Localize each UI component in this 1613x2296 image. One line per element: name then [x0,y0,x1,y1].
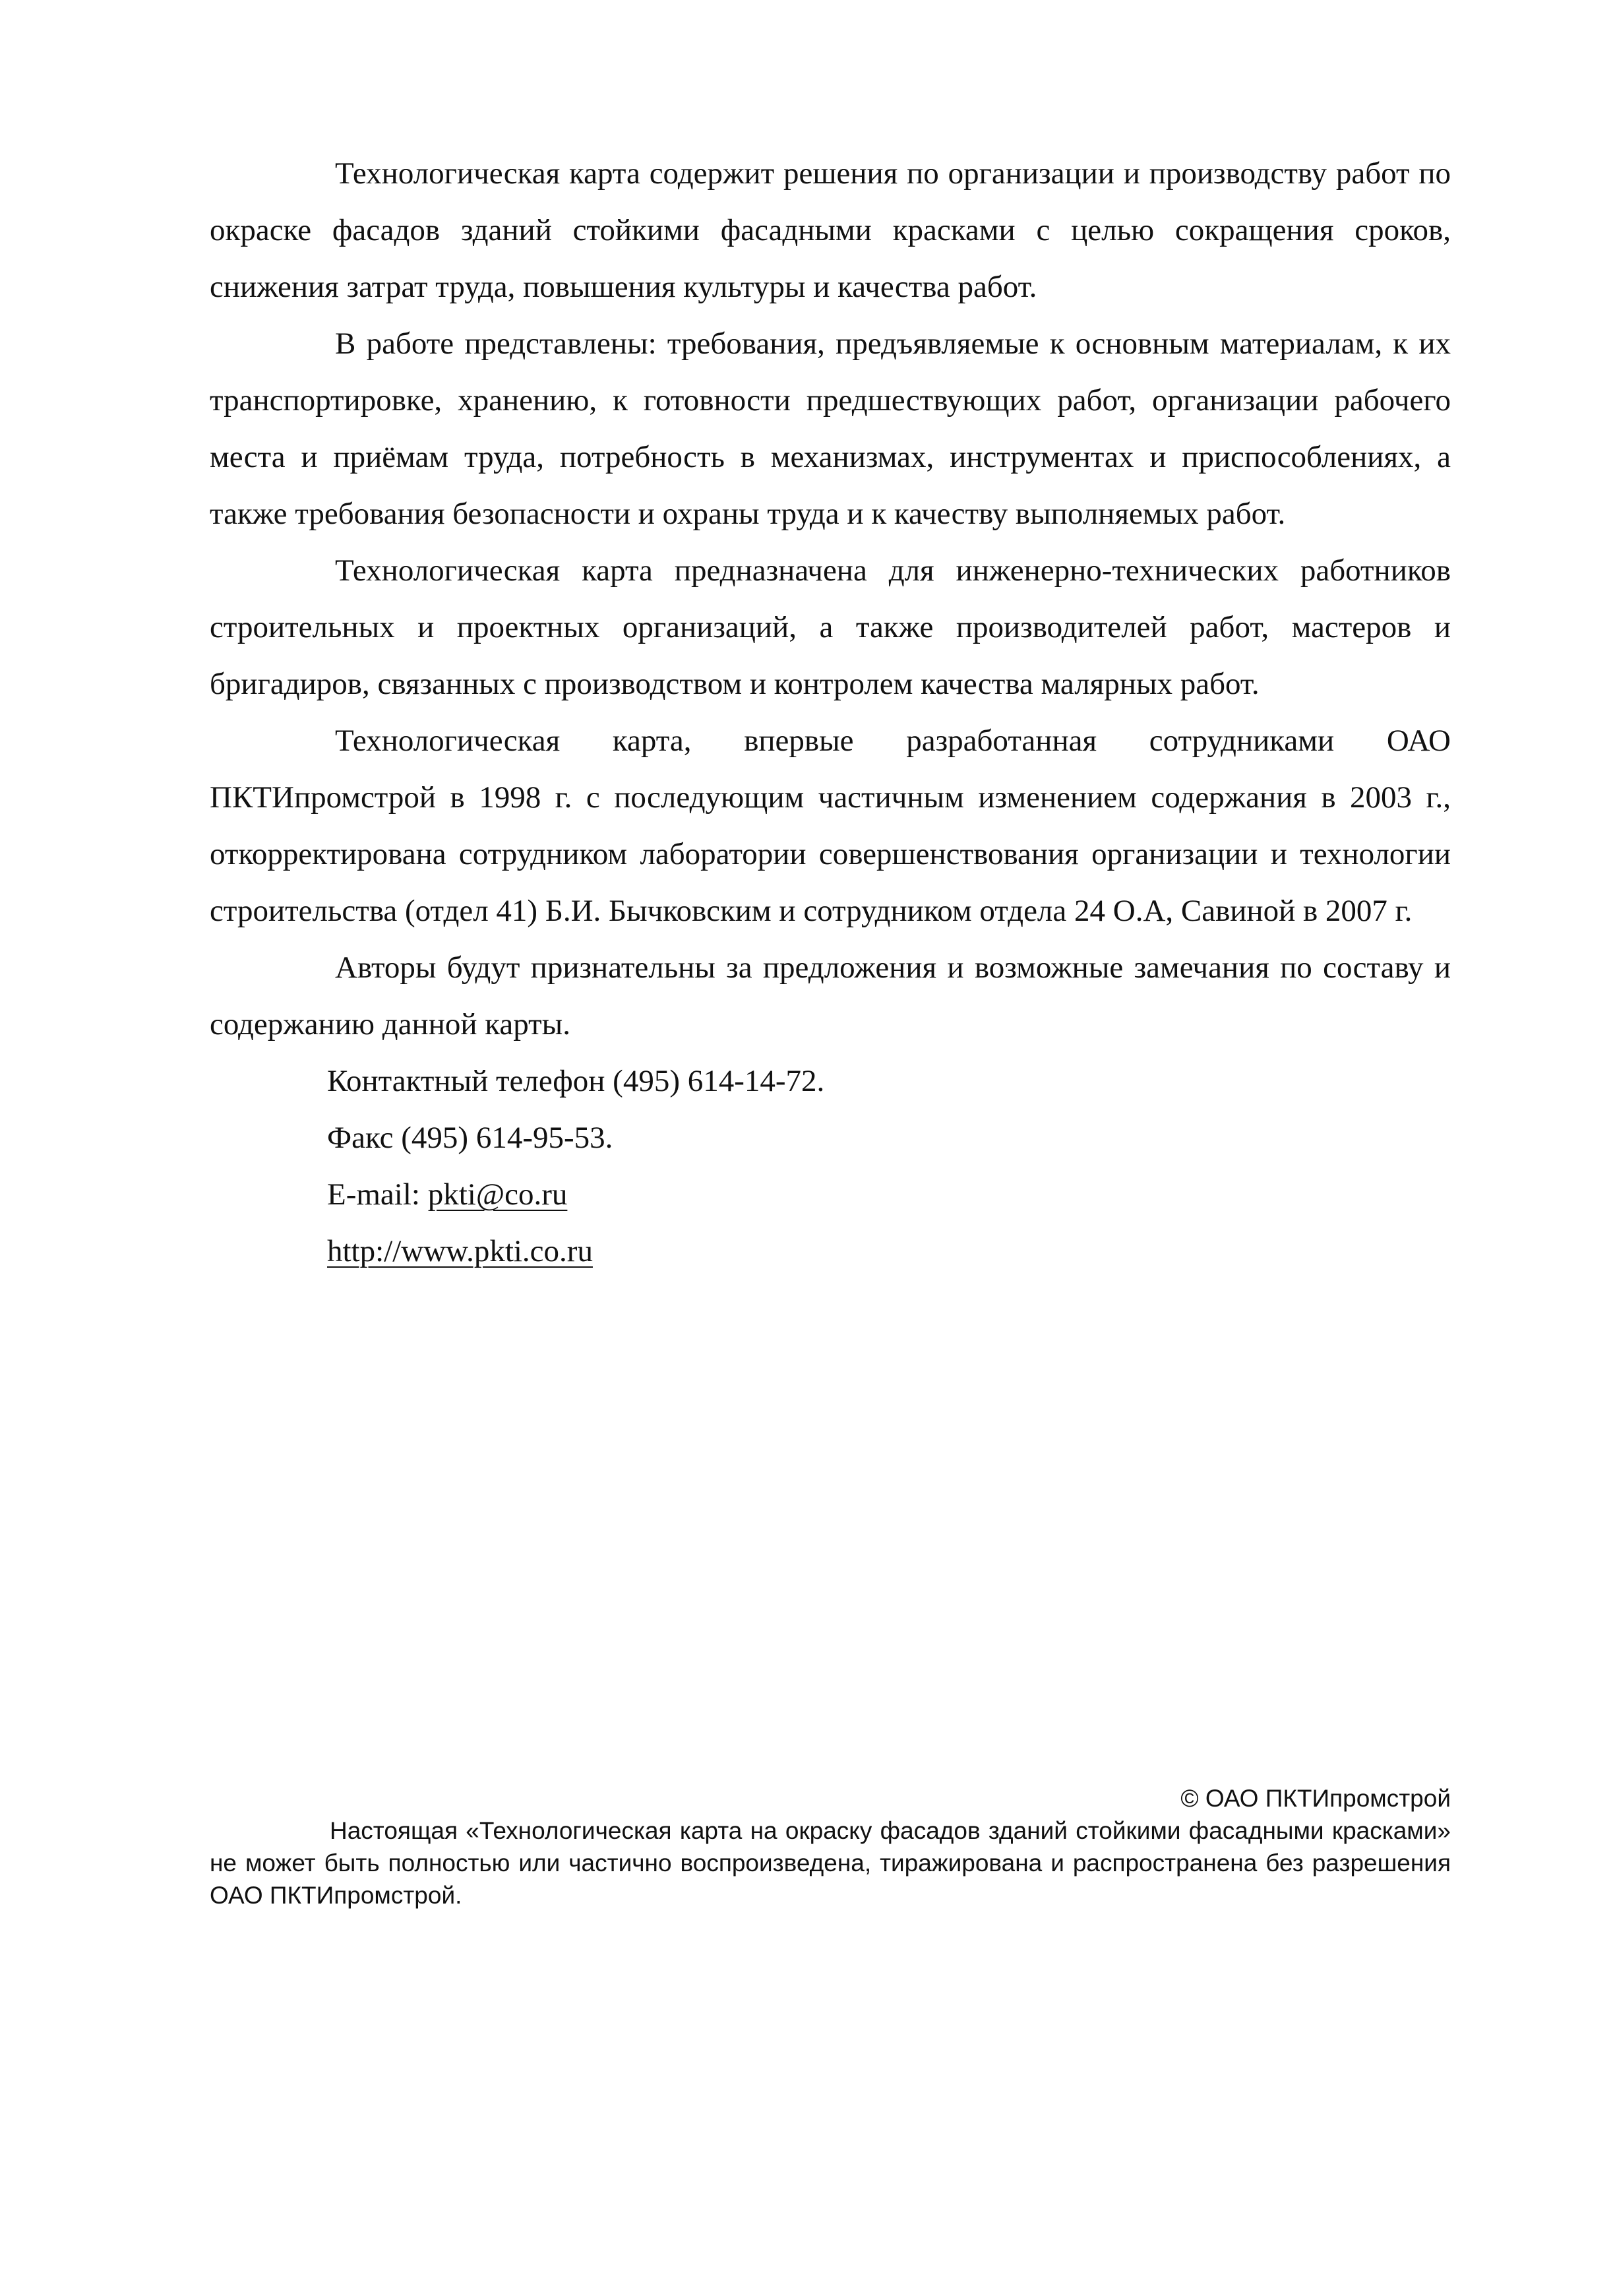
email-label: E-mail: [327,1177,428,1212]
paragraph-history: Технологическая карта, впервые разработанная сотрудниками ОАО ПКТИпромстрой в 1998 г. с последующим частичным изменением содержания в 2003 г., откорректирована сотрудником лаборатории совершенствования организации и технологии строительства (отдел 41) Б.И. Бычковским и сотрудником отдела 24 О.А, Савиной в 2007 г. [210,724,1451,928]
contact-website-line [210,1223,1451,1280]
paragraph-audience: Технологическая карта предназначена для инженерно-технических работников строительных и проектных организаций, а также производителей работ, мастеров и бригадиров, связанных с производством и контролем качества малярных работ. [210,553,1451,701]
contact-phone: Контактный телефон (495) 614-14-72. [327,1064,825,1098]
paragraph-contents: В работе представлены: требования, предъявляемые к основным материалам, к их транспортировке, хранению, к готовности предшествующих работ, организации рабочего места и приёмам труда, потребность в механизмах, инструментах и приспособлениях, а также требования безопасности и охраны труда и к качеству выполняемых работ. [210,326,1451,531]
copyright-line: © ОАО ПКТИпромстрой [1180,1785,1451,1812]
paragraph-purpose: Технологическая карта содержит решения по организации и производству работ по окраске фасадов зданий стойкими фасадными красками с целью сокращения сроков, снижения затрат труда, повышения культуры и качества работ. [210,156,1451,304]
contact-email-line [210,1166,1451,1223]
email-link[interactable]: pkti@co.ru [427,1177,568,1212]
paragraph-feedback: Авторы будут признательны за предложения и возможные замечания по составу и содержанию данной карты. [210,950,1451,1041]
contact-fax: Факс (495) 614-95-53. [327,1121,613,1155]
document-body [210,145,1451,1280]
copyright-footer [210,1782,1451,1911]
copyright-notice: Настоящая «Технологическая карта на окраску фасадов зданий стойкими фасадными красками» не может быть полностью или частично воспроизведена, тиражирована и распространена без разрешения ОАО ПКТИпромстрой. [210,1817,1451,1909]
website-link[interactable]: http://www.pkti.co.ru [327,1234,593,1268]
